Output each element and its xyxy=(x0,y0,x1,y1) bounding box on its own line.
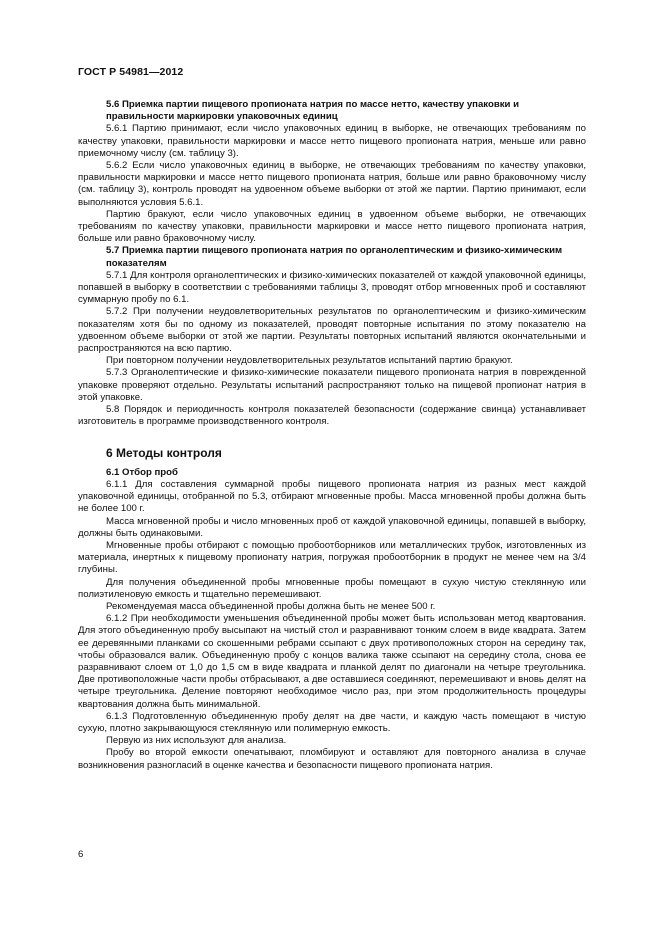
section-heading-6: 6 Методы контроля xyxy=(106,446,222,461)
subsection-heading-5-7: 5.7 Приемка партии пищевого пропионата натрия по органолептическим и физико-химическим показателям xyxy=(106,245,563,269)
paragraph-first-part: Первую из них используют для анализа. xyxy=(106,735,287,747)
paragraph-sample-mass: Масса мгновенной пробы и число мгновенных проб от каждой упаковочной единицы, попавшей в выборку, должны быть одинаковыми. xyxy=(78,515,586,539)
paragraph-5-7-1: 5.7.1 Для контроля органолептических и физико-химических показателей от каждой упаковочной единицы, попавшей в выборку в соответствии с требованиями таблицы 3, проводят отбор мгновенных проб и составляют суммарную пробу по 6.1. xyxy=(78,269,586,306)
document-body xyxy=(78,99,586,772)
paragraph-6-1-1: 6.1.1 Для составления суммарной пробы пищевого пропионата натрия из разных мест каждой упаковочной единицы, отобранной по 5.3, отбирают мгновенные пробы. Масса мгновенной пробы должна быть не более 100 г. xyxy=(78,478,586,515)
paragraph-second-part: Пробу во второй емкости опечатывают, пломбируют и оставляют для повторного анализа в случае возникновения разногласий в оценке качества и безопасности пищевого пропионата натрия. xyxy=(78,747,586,771)
paragraph-reject-doubled: Партию бракуют, если число упаковочных единиц в удвоенном объеме выборки, не отвечающих требованиям по качеству упаковки, правильности маркировки и массе нетто пищевого пропионата натрия, больше или равно браковочному числу. xyxy=(78,208,586,245)
paragraph-samplers: Мгновенные пробы отбирают с помощью пробоотборников или металлических трубок, изготовленных из материала, инертных к пищевому пропионату натрия, погружая пробоотборник в продукт не менее чем на 3/4 глубины. xyxy=(78,539,586,576)
paragraph-repeat-reject: При повторном получении неудовлетворительных результатов испытаний партию бракуют. xyxy=(106,355,513,367)
paragraph-5-7-2: 5.7.2 При получении неудовлетворительных результатов по органолептическим и физико-химическим показателям хотя бы по одному из показателей, проводят повторные испытания по этому показателю на удвоенном объеме выборки от этой же партии. Результаты повторных испытаний являются окончательными и распространяются на всю партию. xyxy=(78,306,586,355)
paragraph-6-1-2: 6.1.2 При необходимости уменьшения объединенной пробы может быть использован метод квартования. Для этого объединенную пробу высыпают на чистый стол и разравнивают тонким слоем в виде квадрата. Затем ее деревянными планками со скошенными ребрами ссыпают с двух противоположных сторон на середину так, чтобы образовался валик. Объединенную пробу с концов валика также ссыпают на середину стола, снова ее разравнивают слоем от 1,0 до 1,5 см в виде квадрата и планкой делят по диагонали на четыре треугольника. Две противоположные части пробы отбрасывают, а две оставшиеся соединяют, перемешивают и вновь делят на четыре треугольника. Деление повторяют необходимое число раз, при этом продолжительность процедуры квартования должна быть минимальной. xyxy=(78,613,586,710)
paragraph-5-7-3: 5.7.3 Органолептические и физико-химические показатели пищевого пропионата натрия в поврежденной упаковке проверяют отдельно. Результаты испытаний распространяют только на пищевой пропионат натрия в этой упаковке. xyxy=(78,367,586,403)
page-number: 6 xyxy=(78,849,84,860)
paragraph-5-6-1: 5.6.1 Партию принимают, если число упаковочных единиц в выборке, не отвечающих требованиям по качеству упаковки, правильности маркировки и массе нетто пищевого пропионата натрия, меньше или равно приемочному числу (см. таблицу 3). xyxy=(78,123,586,159)
paragraph-6-1-3: 6.1.3 Подготовленную объединенную пробу делят на две части, и каждую часть помещают в чистую сухую, плотно закрывающуюся стеклянную или полимерную емкость. xyxy=(78,710,586,734)
standard-code-header: ГОСТ Р 54981—2012 xyxy=(78,66,184,78)
subsection-heading-6-1: 6.1 Отбор проб xyxy=(106,466,178,478)
paragraph-5-6-2: 5.6.2 Если число упаковочных единиц в выборке, не отвечающих требованиям по качеству упаковки, правильности маркировки и массе нетто пищевого пропионата натрия, больше или равно браковочному числу (см. таблицу 3), контроль проводят на удвоенном объеме выборки от этой же партии. Партию принимают, если выполняются условия 5.6.1. xyxy=(78,160,586,208)
paragraph-combined-sample: Для получения объединенной пробы мгновенные пробы помещают в сухую чистую стеклянную или полиэтиленовую емкость и тщательно перемешивают. xyxy=(78,576,586,600)
paragraph-recommended-mass: Рекомендуемая масса объединенной пробы должна быть не менее 500 г. xyxy=(106,600,436,612)
paragraph-5-8: 5.8 Порядок и периодичность контроля показателей безопасности (содержание свинца) устанавливает изготовитель в программе производственного контроля. xyxy=(78,404,586,428)
subsection-heading-5-6: 5.6 Приемка партии пищевого пропионата натрия по массе нетто, качеству упаковки и правильности маркировки упаковочных единиц xyxy=(106,99,519,123)
